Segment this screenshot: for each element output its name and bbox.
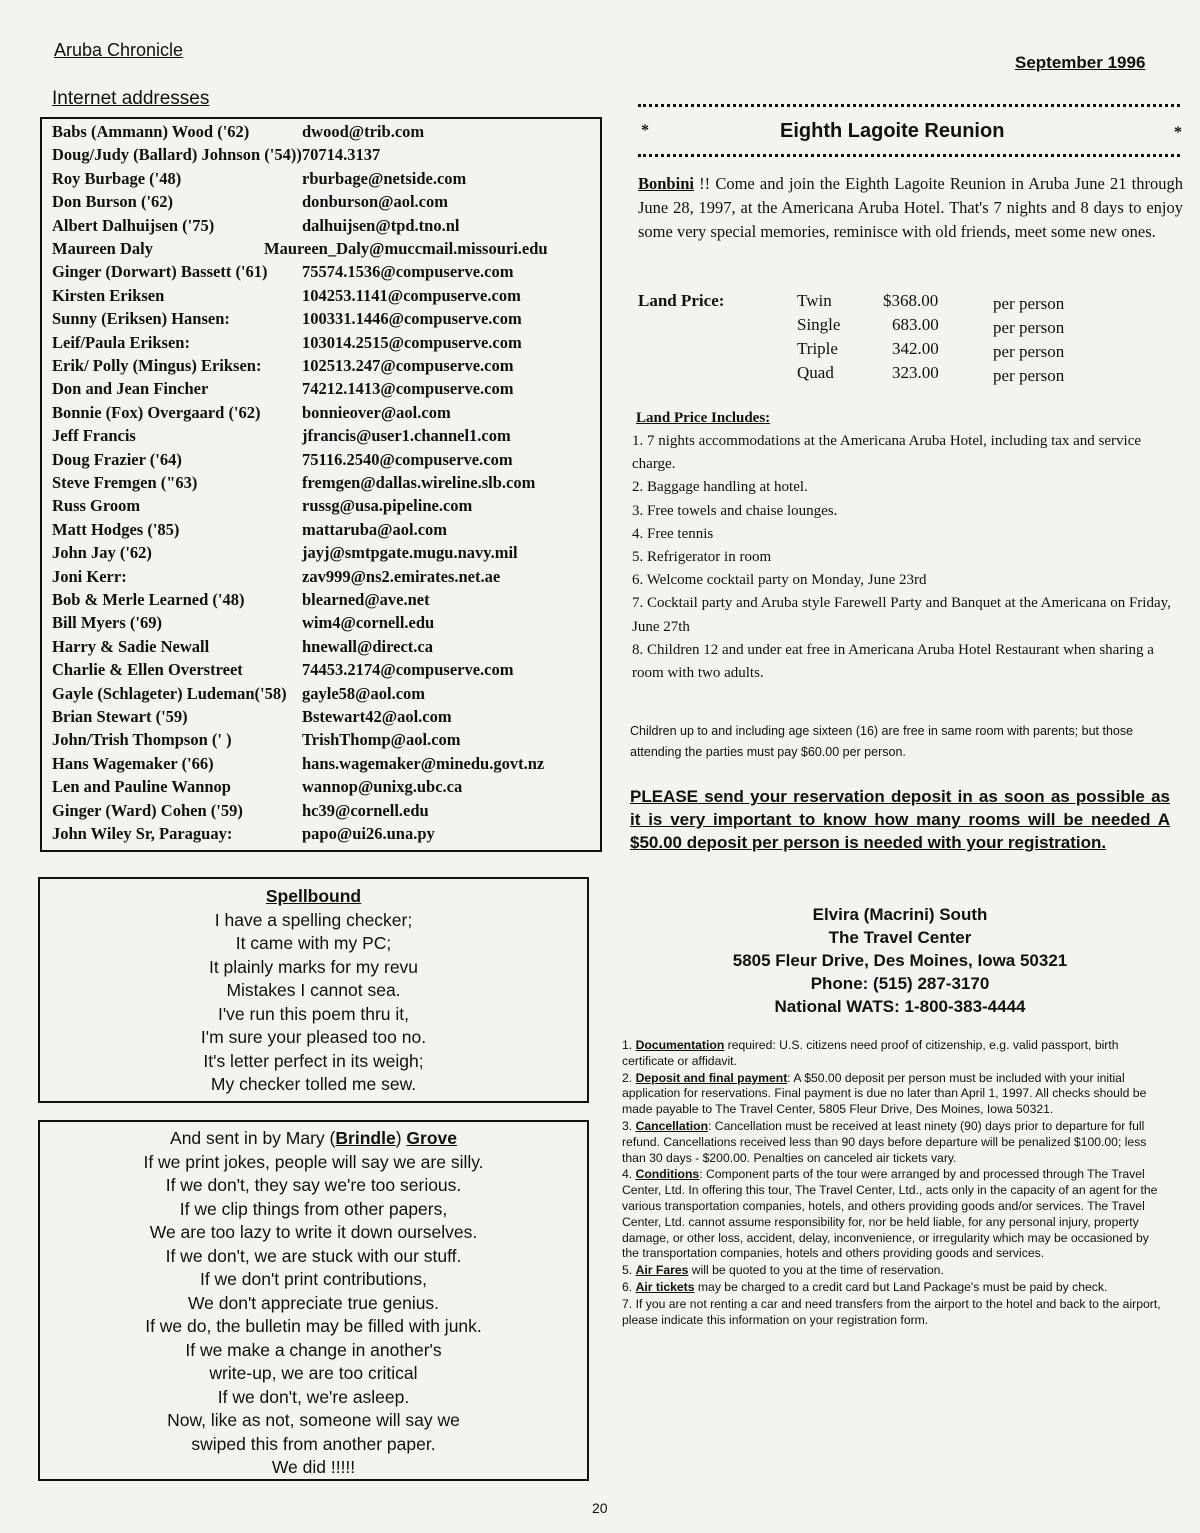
contact-name: Steve Fremgen ("63) [52, 473, 198, 492]
issue-date: September 1996 [1015, 53, 1146, 72]
contact-email: papo@ui26.una.py [302, 824, 435, 843]
poem-line: We don't appreciate true genius. [187, 1292, 440, 1313]
spellbound-box [38, 877, 589, 1103]
poem-line: I have a spelling checker; [214, 909, 413, 930]
contact-name: Erik/ Polly (Mingus) Eriksen: [52, 356, 262, 375]
poem-line: It plainly marks for my revu [208, 956, 419, 977]
price-unit: per person [993, 366, 1065, 385]
contact-email: TrishThomp@aol.com [302, 730, 461, 750]
contact-email: rburbage@netside.com [302, 168, 467, 188]
children-note: Children up to and including age sixteen (16) are free in same room with parents; but those attending the parties must pay $60.00 per person. [630, 724, 1134, 759]
contact-email: fremgen@dallas.wireline.slb.com [302, 473, 536, 492]
price-amount: $368.00 [883, 291, 939, 310]
term-number: 4. [622, 1167, 636, 1182]
contact-email: wannop@unixg.ubc.ca [302, 777, 463, 797]
poem-line: If we do, the bulletin may be filled with junk. [145, 1316, 482, 1336]
jokes-intro-maiden: Brindle [335, 1128, 396, 1148]
jokes-intro-prefix: And sent in by Mary ( [170, 1128, 336, 1148]
contact-email: jayj@smtpgate.mugu.navy.mil [302, 543, 518, 563]
contact-name: Ginger (Ward) Cohen ('59) [52, 800, 243, 820]
term-text: required: U.S. citizens need proof of citizenship, e.g. valid passport, birth certificate or affidavit. [622, 1038, 1119, 1068]
jokes-box [38, 1120, 589, 1481]
reunion-intro-text: !! Come and join the Eighth Lagoite Reunion in Aruba June 21 through June 28, 1997, at the Americana Aruba Hotel. That's 7 nights and 8 days to enjoy some very special memories, reminisce with old friends, meet some new ones. [638, 174, 1183, 241]
term-title: Air tickets [635, 1279, 695, 1294]
publication-title: Aruba Chronicle [54, 40, 184, 60]
include-item: 2. Baggage handling at hotel. [632, 479, 808, 496]
term-item [622, 1038, 1167, 1070]
agent-company: The Travel Center [828, 928, 972, 947]
contact-name: Brian Stewart ('59) [52, 707, 188, 726]
contact-name: Bonnie (Fox) Overgaard ('62) [52, 402, 261, 422]
poem-line: Mistakes I cannot sea. [226, 980, 401, 1000]
price-unit: per person [993, 342, 1065, 361]
contact-name: John/Trish Thompson (' ) [52, 730, 232, 750]
poem-line: If we don't, they say we're too serious. [165, 1175, 462, 1195]
term-number: 3. [622, 1118, 636, 1133]
price-amount: 342.00 [892, 339, 939, 358]
contact-name: Hans Wagemaker ('66) [52, 753, 214, 773]
contact-email: 74453.2174@compuserve.com [302, 660, 514, 680]
address-row [52, 145, 380, 168]
contact-name: Albert Dalhuijsen ('75) [52, 215, 215, 235]
contact-name: Matt Hodges ('85) [52, 519, 180, 539]
dotted-rule-top [638, 104, 1180, 113]
poem-line: It came with my PC; [235, 933, 392, 953]
poem-line: If we print jokes, people will say we are silly. [143, 1151, 484, 1172]
contact-name: Sunny (Eriksen) Hansen: [52, 309, 230, 329]
term-text: : A $50.00 deposit per person must be included with your initial application for reservations. Final payment is due no later than April 1, 1997. All checks should be made payable to The Travel Center, 5805 Fleur Drive, Des Moines, Iowa 50321. [622, 1070, 1147, 1117]
contact-email: jfrancis@user1.channel1.com [302, 426, 511, 446]
poem-line: If we don't print contributions, [199, 1269, 428, 1289]
term-text: : Component parts of the tour were arranged by and processed through The Travel Center, Ltd. In offering this tour, The Travel Center, Ltd., acts only in the capacity of an agent for the various transportation companies, hotels, and others providing goods and/or services. The Travel Center, Ltd. cannot assume responsibility for, nor be held liable, for any personal injury, property damage, or other loss, accident, delay, inconvenience, or irregularity which may be occasioned by the transportation companies, hotels and others providing goods and services. [622, 1167, 1158, 1261]
include-item: 4. Free tennis [632, 525, 714, 542]
term-item [622, 1280, 1167, 1296]
poem-line: I'm sure your pleased too no. [200, 1027, 427, 1047]
contact-name: Joni Kerr: [52, 566, 127, 586]
contact-email: hans.wagemaker@minedu.govt.nz [302, 753, 545, 773]
term-title: Deposit and final payment [635, 1070, 788, 1085]
contact-email: 74212.1413@compuserve.com [302, 379, 514, 399]
contact-name: Bill Myers ('69) [52, 613, 162, 633]
price-amount: 683.00 [892, 315, 939, 334]
contact-email: 70714.3137 [301, 145, 381, 165]
term-title: Air Fares [635, 1263, 689, 1278]
term-title: Conditions [635, 1167, 700, 1182]
internet-address-list [40, 117, 602, 852]
contact-name: Roy Burbage ('48) [52, 168, 182, 188]
term-item [622, 1167, 1167, 1262]
spellbound-lines [40, 909, 587, 1097]
contact-email: bonnieover@aol.com [302, 402, 451, 422]
contact-name: Don Burson ('62) [52, 192, 174, 212]
term-number: 7. [622, 1296, 636, 1311]
room-type: Triple [797, 339, 838, 358]
title-star-left: * [641, 122, 649, 139]
poem-line: Now, like as not, someone will say we [167, 1410, 460, 1430]
price-unit: per person [993, 318, 1065, 337]
reunion-title: Eighth Lagoite Reunion [780, 120, 1005, 142]
include-item: 8. Children 12 and under eat free in Americana Aruba Hotel Restaurant when sharing a room with two adults. [632, 641, 1154, 682]
title-star-right: * [1174, 124, 1182, 141]
include-item: 1. 7 nights accommodations at the Americana Aruba Hotel, including tax and service charge. [632, 433, 1142, 473]
poem-line: write-up, we are too critical [209, 1363, 418, 1383]
term-item [622, 1263, 1167, 1279]
contact-name: Bob & Merle Learned ('48) [52, 590, 245, 609]
term-text: : Cancellation must be received at least ninety (90) days prior to departure for full refund. Cancellations received less than 90 days before departure will be penalized $100.00; less than 30 days - $200.00. Penalties on canceled air tickets vary. [622, 1118, 1147, 1165]
agent-name: Elvira (Macrini) South [812, 905, 988, 924]
reunion-intro [638, 172, 1183, 244]
poem-line: I've run this poem thru it, [217, 1003, 410, 1024]
contact-name: Leif/Paula Eriksen: [52, 332, 190, 352]
contact-name: John Wiley Sr, Paraguay: [52, 824, 233, 843]
poem-line: It's letter perfect in its weigh; [203, 1050, 424, 1071]
contact-name: Don and Jean Fincher [52, 379, 209, 399]
poem-line: If we clip things from other papers, [179, 1198, 448, 1219]
room-type: Quad [797, 363, 834, 382]
term-text: will be quoted to you at the time of reservation. [688, 1263, 944, 1278]
jokes-lines [40, 1151, 587, 1480]
contact-email: dalhuijsen@tpd.tno.nl [302, 215, 460, 235]
contact-email: mattaruba@aol.com [302, 519, 448, 539]
contact-email: 103014.2515@compuserve.com [302, 332, 522, 352]
contact-email: russg@usa.pipeline.com [302, 496, 473, 516]
contact-name: Kirsten Eriksen [52, 285, 165, 305]
contact-name: Harry & Sadie Newall [52, 636, 210, 656]
term-text: may be charged to a credit card but Land Package's must be paid by check. [694, 1279, 1108, 1294]
page-number: 20 [592, 1500, 608, 1516]
land-price-label: Land Price: [638, 291, 725, 310]
term-item [622, 1071, 1167, 1118]
deposit-callout: PLEASE send your reservation deposit in as soon as possible as it is very important to know how many rooms will be needed A $50.00 deposit per person is needed with your registration. [630, 787, 1170, 852]
contact-name: Ginger (Dorwart) Bassett ('61) [52, 262, 268, 282]
contact-name: Russ Groom [52, 496, 141, 516]
poem-line: We are too lazy to write it down ourselves. [149, 1222, 478, 1242]
jokes-intro-surname: Grove [406, 1128, 457, 1148]
jokes-intro [40, 1127, 587, 1151]
room-type: Twin [797, 291, 832, 310]
contact-email: 75574.1536@compuserve.com [302, 262, 514, 282]
includes-list [632, 430, 1177, 685]
contact-name: Maureen Daly [52, 239, 153, 258]
poem-line: My checker tolled me sew. [210, 1074, 417, 1094]
travel-agent-contact [630, 903, 1170, 1018]
term-number: 6. [622, 1279, 636, 1294]
price-amount: 323.00 [892, 363, 939, 382]
term-number: 2. [622, 1070, 636, 1085]
contact-name: Babs (Ammann) Wood ('62) [52, 122, 250, 141]
contact-email: 100331.1446@compuserve.com [302, 309, 522, 329]
contact-name: John Jay ('62) [52, 543, 152, 563]
contact-email: hnewall@direct.ca [302, 636, 433, 656]
jokes-intro-mid: ) [395, 1128, 407, 1148]
agent-wats: National WATS: 1-800-383-4444 [774, 997, 1026, 1016]
contact-email: blearned@ave.net [302, 590, 430, 609]
agent-phone: Phone: (515) 287-3170 [810, 974, 990, 993]
poem-line: We did !!!!! [271, 1457, 356, 1477]
poem-line: If we don't, we are stuck with our stuff. [165, 1245, 462, 1266]
contact-email: zav999@ns2.emirates.net.ae [302, 566, 501, 586]
contact-email: Maureen_Daly@muccmail.missouri.edu [264, 239, 548, 258]
include-item: 5. Refrigerator in room [632, 549, 772, 566]
includes-title: Land Price Includes: [636, 410, 771, 426]
term-title: Cancellation [635, 1118, 709, 1133]
contact-email: hc39@cornell.edu [302, 800, 429, 820]
include-item: 7. Cocktail party and Aruba style Farewell Party and Banquet at the Americana on Friday, June 27th [632, 595, 1171, 635]
bonbini-word: Bonbini [638, 174, 694, 193]
contact-email: wim4@cornell.edu [302, 613, 435, 633]
contact-email: dwood@trib.com [302, 122, 425, 141]
contact-email: Bstewart42@aol.com [302, 707, 452, 726]
contact-name: Jeff Francis [52, 426, 136, 446]
contact-email: 75116.2540@compuserve.com [302, 449, 513, 469]
internet-heading: Internet addresses [52, 88, 210, 109]
term-item [622, 1297, 1167, 1329]
include-item: 6. Welcome cocktail party on Monday, June 23rd [632, 572, 927, 589]
term-title: Documentation [635, 1038, 725, 1052]
term-number: 5. [622, 1263, 636, 1278]
contact-name: Len and Pauline Wannop [52, 777, 231, 797]
terms-list [622, 1038, 1167, 1329]
dotted-rule-bottom [638, 154, 1180, 163]
contact-email: 104253.1141@compuserve.com [302, 285, 521, 305]
spellbound-title: Spellbound [265, 886, 362, 906]
contact-name: Doug Frazier ('64) [52, 449, 182, 469]
contact-email: 102513.247@compuserve.com [302, 356, 514, 375]
contact-name: Charlie & Ellen Overstreet [52, 660, 243, 680]
poem-line: swiped this from another paper. [191, 1433, 436, 1454]
contact-email: gayle58@aol.com [302, 683, 426, 703]
term-item [622, 1119, 1167, 1166]
agent-address: 5805 Fleur Drive, Des Moines, Iowa 50321 [732, 951, 1068, 970]
term-number: 1. [622, 1038, 636, 1052]
term-text: If you are not renting a car and need transfers from the airport to the hotel and back to the airport, please indicate this information on your registration form. [622, 1296, 1161, 1327]
poem-line: If we don't, we're asleep. [217, 1386, 410, 1407]
contact-name: Doug/Judy (Ballard) Johnson ('54)) [52, 145, 302, 165]
include-item: 3. Free towels and chaise lounges. [632, 502, 838, 519]
contact-name: Gayle (Schlageter) Ludeman('58) [52, 683, 287, 703]
poem-line: If we make a change in another's [185, 1339, 442, 1360]
contact-email: donburson@aol.com [302, 192, 449, 212]
room-type: Single [797, 315, 841, 334]
price-unit: per person [993, 294, 1065, 313]
